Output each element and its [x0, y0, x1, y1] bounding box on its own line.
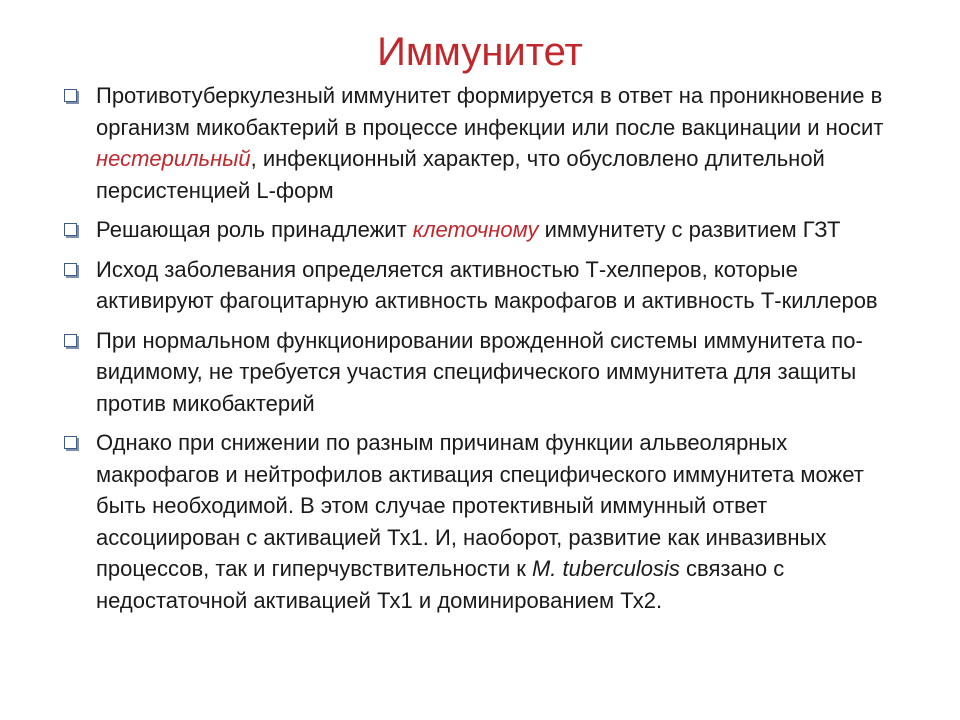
hollow-square-bullet-icon — [64, 334, 77, 347]
bullet-text: Исход заболевания определяется активностью Т-хелперов, которые активируют фагоцитарную активность макрофагов и активность Т-киллеров — [96, 256, 878, 313]
highlight-term: клеточному — [412, 217, 539, 242]
hollow-square-bullet-icon — [64, 223, 77, 236]
highlight-term: нестерильный — [96, 146, 251, 171]
bullet-text: Однако при снижении по разным причинам функции альвеолярных макрофагов и нейтрофилов активация специфического иммунитета может быть необходимой. В этом случае протективный иммунный ответ ассоциирован с активацией Тх1. И, наоборот, развитие как инвазивных процессов, так и гиперчувствительности к — [96, 430, 864, 581]
bullet-item-4 — [62, 325, 902, 420]
slide-title: Иммунитет — [377, 30, 583, 74]
hollow-square-bullet-icon — [64, 263, 77, 276]
bullet-text-tail: связано с недостаточной активацией Тх1 и доминированием Тх2. — [96, 556, 785, 613]
bullet-item-1 — [62, 80, 902, 206]
species-name: M. tuberculosis — [531, 556, 680, 581]
bullet-item-2 — [62, 214, 902, 246]
bullet-item-5 — [62, 427, 902, 616]
bullet-list — [62, 80, 902, 624]
bullet-text-tail: , инфекционный характер, что обусловлено длительной персистенцией L-форм — [96, 146, 825, 203]
bullet-text: При нормальном функционировании врожденной системы иммунитета по-видимому, не требуется участия специфического иммунитета для защиты против микобактерий — [96, 327, 863, 416]
bullet-item-3 — [62, 254, 902, 317]
bullet-text-tail: иммунитету с развитием ГЗТ — [538, 217, 841, 242]
bullet-text: Противотуберкулезный иммунитет формируется в ответ на проникновение в организм микобактерий в процессе инфекции или после вакцинации и носит — [96, 83, 884, 140]
hollow-square-bullet-icon — [64, 89, 77, 102]
hollow-square-bullet-icon — [64, 436, 77, 449]
bullet-text: Решающая роль принадлежит — [96, 217, 413, 242]
